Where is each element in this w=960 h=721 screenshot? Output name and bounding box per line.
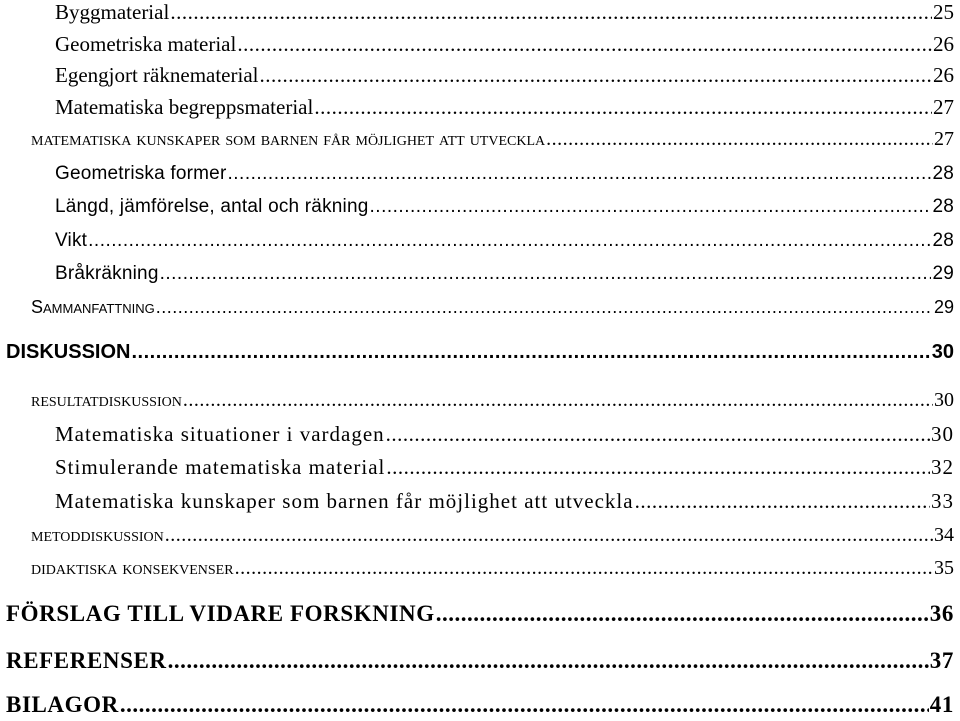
toc-leader-dots (170, 0, 932, 25)
toc-entry-metoddiskussion[interactable] (0, 524, 960, 547)
toc-entry-byggmaterial[interactable] (0, 0, 960, 25)
toc-leader-dots (235, 557, 933, 580)
toc-entry-page: 35 (934, 557, 954, 579)
toc-entry-title: resultatdiskussion (31, 389, 182, 411)
toc-leader-dots (168, 648, 929, 674)
toc-entry-sammanfattning[interactable] (0, 297, 960, 318)
toc-leader-dots (386, 422, 930, 447)
toc-leader-dots (165, 524, 933, 547)
toc-entry-title: Egengjort räknematerial (55, 63, 259, 87)
toc-entry-brakrakning[interactable] (0, 263, 960, 285)
toc-entry-page: 37 (929, 648, 954, 673)
toc-entry-page: 32 (931, 455, 954, 479)
toc-entry-title: Sammanfattning (31, 297, 155, 317)
toc-entry-page: 28 (932, 230, 954, 251)
toc-entry-title: Geometriska material (55, 32, 237, 56)
toc-entry-title: Geometriska former (55, 163, 227, 184)
toc-entry-page: 26 (933, 32, 954, 56)
toc-leader-dots (131, 341, 930, 364)
toc-entry-title: Vikt (55, 230, 88, 251)
toc-entry-title: Matematiska begreppsmaterial (55, 95, 314, 119)
toc-entry-title: DISKUSSION (6, 341, 131, 363)
toc-entry-page: 25 (933, 0, 954, 24)
toc-entry-page: 36 (929, 601, 954, 626)
toc-entry-page: 27 (934, 128, 954, 150)
toc-entry-page: 28 (932, 163, 954, 184)
toc-entry-page: 27 (933, 95, 954, 119)
toc-entry-title: Stimulerande matematiska material (55, 455, 386, 479)
toc-leader-dots (260, 63, 933, 88)
toc-leader-dots (156, 297, 933, 318)
toc-entry-page: 29 (933, 297, 954, 317)
toc-entry-title: didaktiska konsekvenser (31, 557, 234, 579)
toc-entry-title: Matematiska situationer i vardagen (55, 422, 385, 446)
toc-entry-page: 30 (934, 389, 954, 411)
toc-entry-forslag-vidare-forskning[interactable] (0, 601, 960, 627)
toc-leader-dots (635, 489, 930, 514)
toc-entry-vikt[interactable] (0, 230, 960, 252)
toc-entry-stimulerande-material[interactable] (0, 455, 960, 480)
toc-leader-dots (314, 95, 932, 120)
toc-entry-page: 34 (934, 524, 954, 546)
toc-entry-matematiska-begreppsmaterial[interactable] (0, 95, 960, 120)
toc-entry-title: metoddiskussion (31, 524, 164, 546)
toc-entry-resultatdiskussion[interactable] (0, 389, 960, 412)
toc-entry-page: 30 (931, 341, 954, 363)
toc-entry-egengjort-raknematerial[interactable] (0, 63, 960, 88)
toc-entry-page: 29 (932, 263, 954, 284)
toc-entry-title: Längd, jämförelse, antal och räkning (55, 196, 369, 217)
toc-leader-dots (88, 230, 931, 252)
toc-entry-diskussion[interactable] (0, 341, 960, 364)
toc-leader-dots (237, 32, 932, 57)
toc-entry-page: 28 (932, 196, 954, 217)
toc-entry-page: 41 (929, 692, 954, 717)
toc-entry-referenser[interactable] (0, 648, 960, 674)
toc-entry-title: BILAGOR (6, 692, 119, 717)
toc-entry-didaktiska-konsekvenser[interactable] (0, 557, 960, 580)
toc-leader-dots (546, 128, 933, 151)
toc-entry-matematiska-kunskaper-2[interactable] (0, 489, 960, 514)
toc-entry-page: 33 (931, 489, 954, 513)
toc-entry-geometriska-material[interactable] (0, 32, 960, 57)
toc-leader-dots (120, 692, 929, 718)
toc-leader-dots (370, 196, 932, 218)
toc-leader-dots (227, 163, 931, 185)
toc-entry-title: Byggmaterial (55, 0, 170, 24)
toc-entry-page: 30 (931, 422, 954, 446)
toc-entry-title: Matematiska kunskaper som barnen får möjlighet att utveckla (55, 489, 634, 513)
toc-entry-page: 26 (933, 63, 954, 87)
toc-entry-bilagor[interactable] (0, 692, 960, 718)
toc-entry-matematiska-situationer[interactable] (0, 422, 960, 447)
toc-leader-dots (386, 455, 930, 480)
toc-entry-title: FÖRSLAG TILL VIDARE FORSKNING (6, 601, 435, 626)
toc-entry-title: Bråkräkning (55, 263, 159, 284)
toc-entry-geometriska-former[interactable] (0, 163, 960, 185)
toc-entry-title: REFERENSER (6, 648, 167, 673)
toc-leader-dots (436, 601, 929, 627)
toc-entry-langd-jamforelse[interactable] (0, 196, 960, 218)
toc-leader-dots (160, 263, 932, 285)
toc-entry-matematiska-kunskaper-1[interactable] (0, 128, 960, 151)
toc-entry-title: matematiska kunskaper som barnen får möjlighet att utveckla (31, 128, 546, 150)
toc-leader-dots (183, 389, 933, 412)
